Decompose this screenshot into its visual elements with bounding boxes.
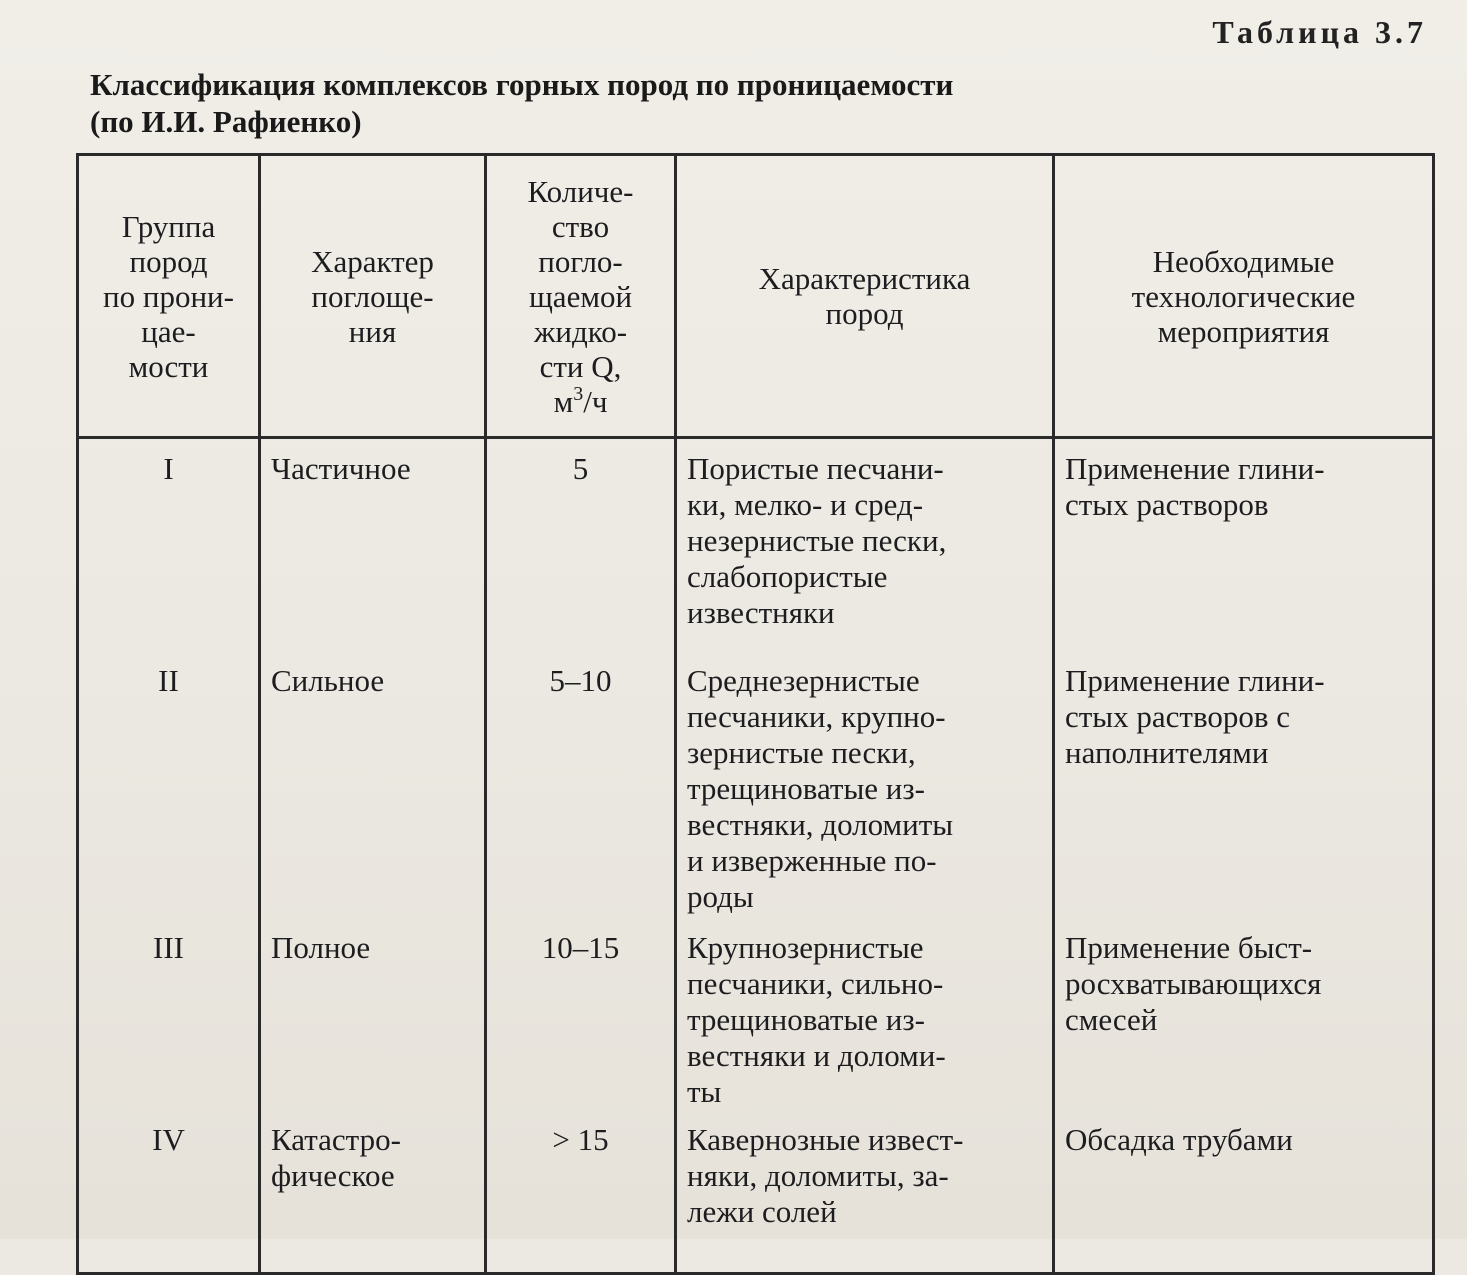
header-line: цае- <box>141 313 196 349</box>
cell-line: вестняки и доломи- <box>687 1038 946 1073</box>
cell-line: росхватывающихся <box>1065 966 1322 1001</box>
header-line: Необходимые <box>1152 243 1335 279</box>
cell-line: смесей <box>1065 1002 1158 1037</box>
cell-absorption <box>260 918 486 1110</box>
cell-line: Кавернозные извест- <box>687 1122 964 1157</box>
cell-line: зернистые пески, <box>687 735 916 770</box>
header-line: пород <box>129 243 208 279</box>
cell-characteristics <box>676 651 1054 918</box>
cell-characteristics <box>676 438 1054 652</box>
unit-exponent: 3 <box>573 382 584 405</box>
cell-line: трещиноватые из- <box>687 1002 925 1037</box>
table-row <box>78 651 1434 918</box>
cell-absorption <box>260 1110 486 1274</box>
cell-line: ки, мелко- и сред- <box>687 487 924 522</box>
header-measures <box>1054 155 1434 438</box>
table-row <box>78 438 1434 652</box>
header-row <box>78 155 1434 438</box>
unit-base: м <box>553 383 574 419</box>
cell-measures <box>1054 918 1434 1110</box>
header-quantity <box>486 155 676 438</box>
header-line: Группа <box>121 208 216 244</box>
unit-tail: /ч <box>583 383 608 419</box>
cell-absorption <box>260 438 486 652</box>
cell-line: наполнителями <box>1065 735 1269 770</box>
header-line: жидко- <box>533 313 628 349</box>
header-group <box>78 155 260 438</box>
cell-line: лежи солей <box>687 1194 837 1229</box>
header-line: сти Q, <box>539 348 622 384</box>
cell-line: незернистые пески, <box>687 523 947 558</box>
header-absorption <box>260 155 486 438</box>
cell-line: фическое <box>271 1158 395 1193</box>
cell-line: Применение быст- <box>1065 930 1313 965</box>
permeability-table <box>76 153 1435 1275</box>
cell-quantity: 5–10 <box>486 651 676 918</box>
table-row <box>78 918 1434 1110</box>
caption-line: (по И.И. Рафиенко) <box>90 104 362 139</box>
cell-group: IV <box>78 1110 260 1274</box>
cell-line: трещиноватые из- <box>687 771 925 806</box>
cell-line: вестняки, доломиты <box>687 807 954 842</box>
cell-line: Пористые песчани- <box>687 451 944 486</box>
header-line: погло- <box>538 243 623 279</box>
header-characteristics <box>676 155 1054 438</box>
header-line: Характеристика <box>758 261 971 296</box>
cell-measures <box>1054 1110 1434 1274</box>
table-number-label: Таблица 3.7 <box>1212 14 1427 50</box>
header-line: Характер <box>311 243 434 279</box>
cell-line: Применение глини- <box>1065 451 1325 486</box>
cell-characteristics <box>676 918 1054 1110</box>
cell-line: слабопористые <box>687 559 888 594</box>
header-line: технологические <box>1131 278 1356 314</box>
cell-characteristics <box>676 1110 1054 1274</box>
header-line: поглоще- <box>311 278 434 314</box>
header-line: пород <box>825 296 904 331</box>
caption-line: Классификация комплексов горных пород по проницаемости <box>90 67 954 102</box>
cell-group: I <box>78 438 260 652</box>
header-line: ния <box>348 313 397 349</box>
cell-quantity: 5 <box>486 438 676 652</box>
cell-line: Сильное <box>271 663 385 698</box>
header-line: щаемой <box>528 278 633 314</box>
cell-line: Катастро- <box>271 1122 401 1157</box>
cell-measures <box>1054 438 1434 652</box>
table-caption <box>90 66 953 140</box>
cell-line: стых растворов с <box>1065 699 1291 734</box>
cell-measures <box>1054 651 1434 918</box>
cell-line: Применение глини- <box>1065 663 1325 698</box>
cell-line: Частичное <box>271 451 411 486</box>
header-line: мости <box>128 348 209 384</box>
cell-absorption <box>260 651 486 918</box>
cell-line: Обсадка трубами <box>1065 1122 1293 1157</box>
cell-line: песчаники, сильно- <box>687 966 944 1001</box>
cell-line: няки, доломиты, за- <box>687 1158 949 1193</box>
header-line: мероприятия <box>1157 313 1330 349</box>
cell-line: и изверженные по- <box>687 843 937 878</box>
cell-group: III <box>78 918 260 1110</box>
table-row <box>78 1110 1434 1274</box>
cell-line: ты <box>687 1074 722 1109</box>
cell-line: роды <box>687 879 754 914</box>
cell-line: песчаники, крупно- <box>687 699 946 734</box>
cell-line: Среднезернистые <box>687 663 920 698</box>
cell-line: известняки <box>687 595 835 630</box>
cell-quantity: 10–15 <box>486 918 676 1110</box>
cell-quantity: > 15 <box>486 1110 676 1274</box>
header-unit <box>495 384 666 419</box>
cell-line: стых растворов <box>1065 487 1269 522</box>
header-line: Количе- <box>527 173 634 209</box>
cell-group: II <box>78 651 260 918</box>
header-line: ство <box>551 208 610 244</box>
header-line: по прони- <box>103 278 234 314</box>
cell-line: Полное <box>271 930 371 965</box>
cell-line: Крупнозернистые <box>687 930 924 965</box>
